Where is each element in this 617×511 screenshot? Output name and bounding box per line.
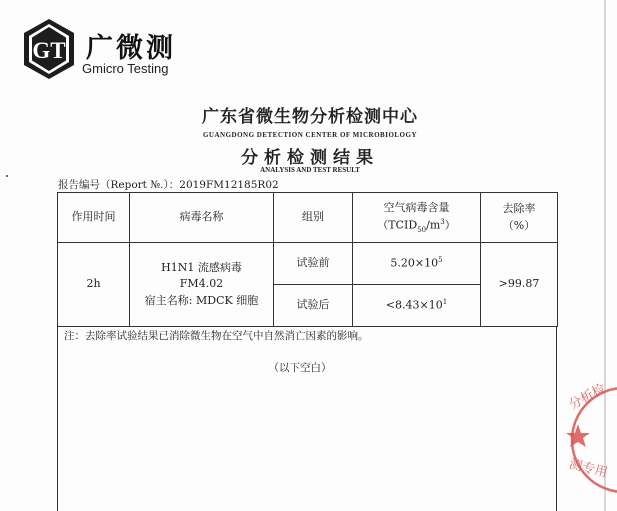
cell-value-before: $5.20\times 10^5$ xyxy=(353,243,481,285)
virus-name: H1N1 流感病毒 xyxy=(161,260,242,274)
red-seal-stamp xyxy=(566,372,617,507)
table-header-row xyxy=(58,193,558,243)
cell-group-after: 试验后 xyxy=(274,285,353,327)
cell-rate: >99.87 xyxy=(481,243,558,327)
scan-speck xyxy=(6,175,8,177)
header-rate-unit: （%） xyxy=(502,218,536,232)
blank-below-marker: （以下空白） xyxy=(268,362,332,374)
document-subtitle: 分析检测结果 xyxy=(241,148,379,168)
document-title-en: GUANGDONG DETECTION CENTER OF MICROBIOLOGY xyxy=(202,131,418,139)
svg-text:GT: GT xyxy=(32,38,66,63)
virus-strain: FM4.02 xyxy=(179,277,224,291)
header-virus: 病毒名称 xyxy=(130,193,274,243)
brand-name-cn: 广微测 xyxy=(86,33,176,64)
brand-name-en: Gmicro Testing xyxy=(82,61,169,76)
report-number: 报告编号（Report №.）：2019FM12185R02 xyxy=(58,179,279,191)
header-group: 组别 xyxy=(274,193,353,243)
remark-note: 注：去除率试验结果已消除微生物在空气中自然消亡因素的影响。 xyxy=(64,330,369,342)
header-rate-label: 去除率 xyxy=(502,202,536,215)
remarks-box xyxy=(57,326,557,511)
header-content xyxy=(353,193,481,243)
table-row xyxy=(58,243,558,285)
svg-text:分析检: 分析检 xyxy=(566,381,609,414)
results-table xyxy=(57,192,558,327)
gt-logo-icon xyxy=(22,18,76,80)
cell-virus xyxy=(130,243,274,327)
virus-host: 宿主名称: MDCK 细胞 xyxy=(144,293,259,307)
header-content-label: 空气病毒含量 xyxy=(383,201,450,215)
cell-value-after: $<8.43\times 10^1$ xyxy=(353,285,481,327)
document-title: 广东省微生物分析检测中心 xyxy=(202,107,418,127)
header-content-unit: $(TCID_{50}/m^3)$ xyxy=(377,217,456,234)
document-subtitle-en: ANALYSIS AND TEST RESULT xyxy=(260,166,360,174)
header-rate xyxy=(481,193,558,243)
cell-group-before: 试验前 xyxy=(274,243,353,285)
cell-time: 2h xyxy=(58,243,130,327)
header-time: 作用时间 xyxy=(58,193,130,243)
svg-text:测专用: 测专用 xyxy=(567,456,610,481)
